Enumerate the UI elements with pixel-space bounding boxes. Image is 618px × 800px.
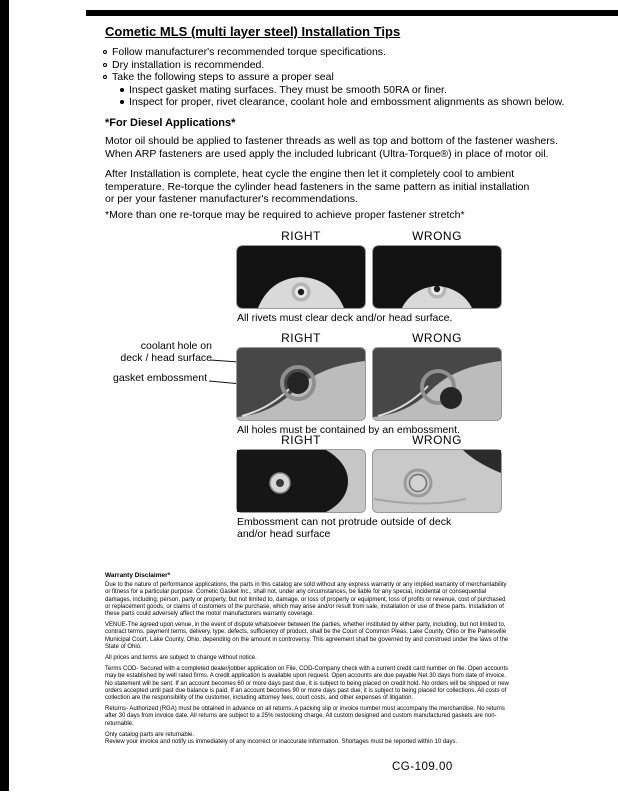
tip-text: Take the following steps to assure a proper seal [112,71,334,84]
tip-text: Inspect for proper, rivet clearance, coolant hole and embossment alignments as shown below. [129,96,565,109]
top-border-bar [86,10,618,16]
hollow-bullet-icon [103,63,107,67]
rivet-right-diagram [236,245,366,309]
warranty-paragraph: VENUE-The agreed upon venue, in the event of dispute whatsoever between the parties, whether instituted by either party, including, but not limited to, contract terms, payment terms, delivery, type, defects, sufficiency of product, shall be the Court of Common Pleas, Lake County, Ohio or the Painesville Municipal Court, Lake County, Ohio, depending on the amount in controversy. This agreement shall be governed by and construed under the laws of the State of Ohio. [105,622,509,650]
wrong-column-header: WRONG [412,433,462,447]
right-column-header: RIGHT [281,433,321,447]
embossment-wrong-diagram [372,347,502,421]
list-item [120,84,593,97]
text-line: temperature. Re-torque the cylinder head fasteners in the same pattern as initial installation [105,180,530,193]
text-line: or per your fastener manufacturer's recommendations. [105,193,358,206]
label-line: deck / head surface [120,351,212,364]
hollow-bullet-icon [103,50,107,54]
warranty-paragraph: All prices and terms are subject to change without notice. [105,655,257,662]
text-line: When ARP fasteners are used apply the included lubricant (Ultra-Torque®) in place of motor oil. [105,147,549,160]
warranty-paragraph: Only catalog parts are returnable. [105,731,195,738]
warranty-paragraph: Returns- Authorized (RGA) must be obtained in advance on all returns. A packing slip or invoice number must accompany the merchandise. No returns after 30 days from invoice date. All returns are subject to a 25% restocking charge. All custom designed and custom manufactured gaskets are non-returnable. [105,706,505,727]
rivet-wrong-diagram [372,245,502,309]
row3-caption: Embossment can not protrude outside of deck and/or head surface [237,516,452,540]
bullet-icon [120,88,124,92]
right-column-header: RIGHT [281,229,321,243]
warranty-section [105,572,512,746]
text-line: Motor oil should be applied to fastener threads as well as top and bottom of the fastener washers. [105,135,558,147]
list-item [103,71,593,84]
tip-text: Inspect gasket mating surfaces. They must be smooth 50RA or finer. [129,83,447,96]
bullet-icon [120,100,124,104]
diesel-applications-heading: *For Diesel Applications* [105,117,236,129]
embossment-right-diagram [236,347,366,421]
label-line: coolant hole on [140,340,212,352]
page-title: Cometic MLS (multi layer steel) Installation Tips [105,24,401,39]
list-item [103,59,593,72]
tip-text: Dry installation is recommended. [112,58,265,71]
diesel-paragraph-2 [105,168,529,206]
text-line: After Installation is complete, heat cycle the engine then let it completely cool to ambient [105,168,515,180]
row1-caption: All rivets must clear deck and/or head surface. [237,312,453,324]
gasket-embossment-label: gasket embossment [113,372,207,384]
hollow-bullet-icon [103,75,107,79]
right-column-header: RIGHT [281,331,321,345]
wrong-column-header: WRONG [412,229,462,243]
tips-list [103,46,593,109]
coolant-hole-label [98,341,212,364]
protrusion-wrong-diagram [372,449,502,513]
list-item [103,46,593,59]
list-item [120,96,593,109]
diesel-paragraph-1 [105,135,558,160]
page-code: CG-109.00 [392,761,453,773]
tip-text: Follow manufacturer's recommended torque specifications. [112,46,386,58]
warranty-paragraph: Terms COD- Secured with a completed dealer/jobber application on File, COD-Company check with a current credit card number on file. Open accounts may be established by well rated firms. A credit application is available upon request. Open accounts are due payable Net 30 days from date of invoice. No statement will be sent. If an account becomes 60 or more days past due, it is subject to being placed on credit hold. No orders will be shipped or new orders accepted until past due balance is paid. If an account becomes 90 or more days past due, it is subject to being placed for collections. All costs of collection are the responsibility of the customer, including attorney fees, court costs, and other expenses of litigation. [105,666,509,702]
row2-caption: All holes must be contained by an embossment. [237,424,460,436]
warranty-paragraph: Due to the nature of performance applications, the parts in this catalog are sold without any express warranty or any implied warranty of merchantability or fitness for a particular purpose. Cometic Gasket Inc., shall not, under any circumstances, be liable for any special, incidental or consequential damages, including, person, party or property, but not limited to, damage, or loss of property or equipment, loss of profits or revenue, cost of purchased or replacement goods, or claims of customers of the purchase, which may arise and/or result from sale, installation or use of these parts. Installation of these parts could adversely affect the motor manufacturers warranty coverage. [105,582,507,618]
wrong-column-header: WRONG [412,331,462,345]
warranty-paragraph: Review your invoice and notify us immediately of any incorrect or inaccurate information. Shortages must be reported within 10 days. [105,739,458,746]
left-border-bar [0,0,9,791]
protrusion-right-diagram [236,449,366,513]
warranty-heading: Warranty Disclaimer* [105,572,171,579]
retorque-note: *More than one re-torque may be required to achieve proper fastener stretch* [105,209,465,221]
